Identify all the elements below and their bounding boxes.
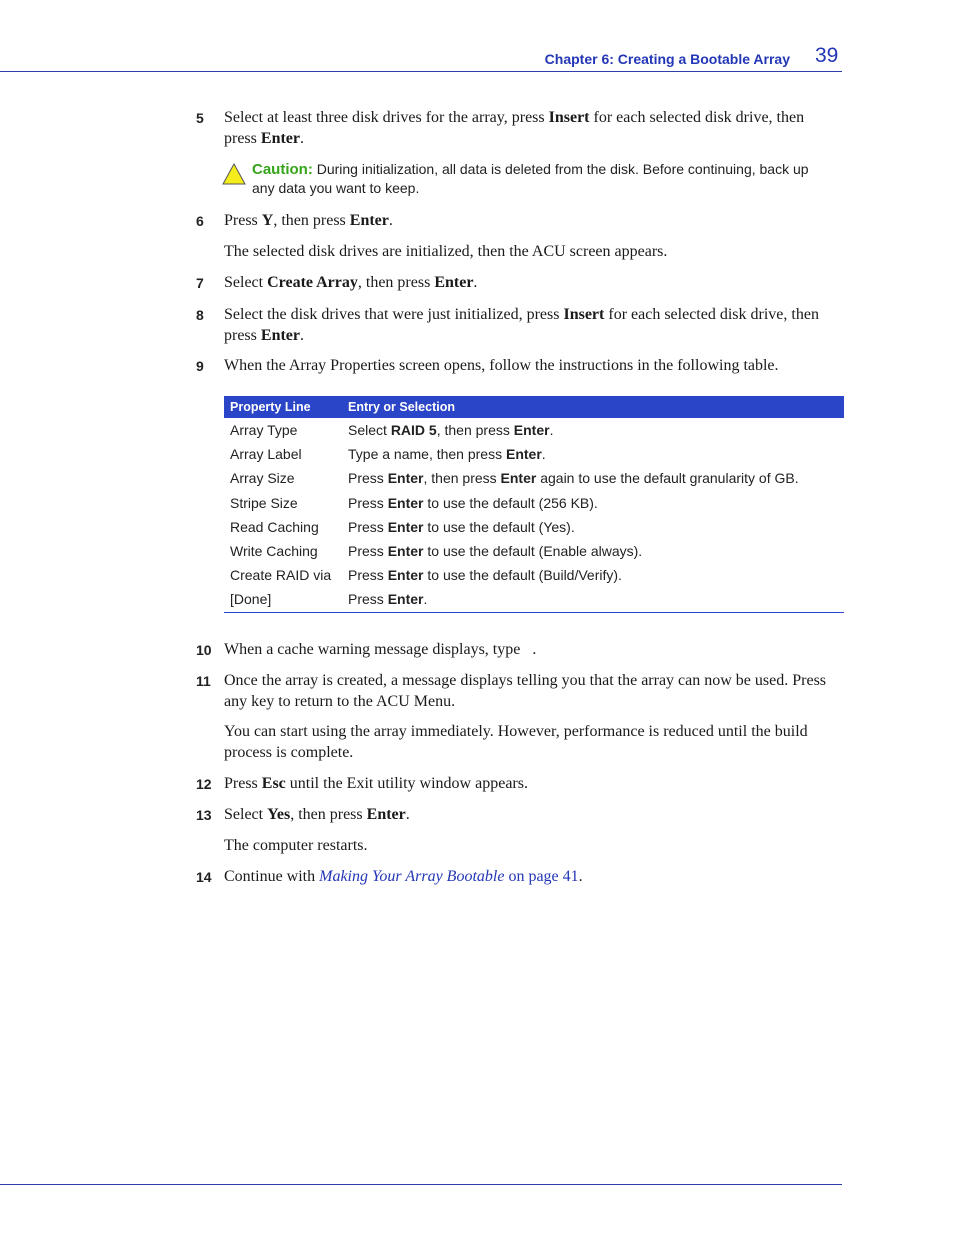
property-cell: [Done] bbox=[224, 587, 342, 612]
entry-cell: Press Enter to use the default (Build/Verify). bbox=[348, 567, 622, 584]
table-row bbox=[224, 587, 844, 612]
table-row bbox=[224, 515, 844, 539]
cross-reference-link[interactable]: Making Your Array Bootable on page 41 bbox=[319, 868, 579, 885]
property-cell: Read Caching bbox=[230, 518, 319, 535]
step-9 bbox=[196, 355, 836, 376]
step-12 bbox=[196, 773, 836, 794]
step-number: 9 bbox=[196, 358, 204, 374]
entry-cell: Press Enter to use the default (Enable always). bbox=[348, 543, 643, 560]
step-13 bbox=[196, 804, 836, 825]
column-header: Entry or Selection bbox=[342, 396, 844, 418]
step-5 bbox=[196, 107, 836, 149]
step-text: Select Create Array, then press Enter. bbox=[224, 274, 478, 291]
entry-cell: Press Enter to use the default (Yes). bbox=[348, 518, 575, 535]
footer-rule bbox=[0, 1184, 842, 1185]
step-text: Once the array is created, a message displays telling you that the array can now be used. Press any key to return to the ACU Menu. bbox=[224, 672, 827, 710]
page-header bbox=[0, 0, 954, 72]
step-number: 13 bbox=[196, 807, 212, 823]
step-text: Press Esc until the Exit utility window appears. bbox=[224, 775, 528, 792]
step-number: 5 bbox=[196, 110, 204, 126]
step-11-note: You can start using the array immediately. However, performance is reduced until the build process is complete. bbox=[224, 723, 808, 761]
property-cell: Array Size bbox=[230, 470, 295, 487]
step-13-note: The computer restarts. bbox=[224, 837, 368, 854]
step-number: 14 bbox=[196, 869, 212, 885]
table-row bbox=[224, 539, 844, 563]
caution-triangle-icon bbox=[222, 163, 246, 185]
caution-text: Caution: During initialization, all data is deleted from the disk. Before continuing, back up any data you want to keep. bbox=[252, 161, 809, 196]
header-rule bbox=[0, 71, 842, 72]
property-cell: Array Label bbox=[230, 446, 302, 463]
entry-cell: Press Enter. bbox=[342, 587, 844, 612]
entry-cell: Press Enter to use the default (256 KB). bbox=[348, 494, 598, 511]
table-row bbox=[224, 466, 844, 490]
property-cell: Write Caching bbox=[230, 543, 318, 560]
step-text: When a cache warning message displays, type . bbox=[224, 641, 537, 658]
property-cell: Array Type bbox=[230, 422, 298, 439]
property-cell: Create RAID via bbox=[230, 567, 332, 584]
step-8 bbox=[196, 304, 836, 346]
step-6 bbox=[196, 210, 836, 231]
step-text: Select the disk drives that were just initialized, press Insert for each selected disk drive, then press Enter. bbox=[224, 306, 819, 344]
entry-cell: Press Enter, then press Enter again to use the default granularity of GB. bbox=[348, 470, 799, 487]
table-header-row bbox=[224, 396, 844, 418]
step-text: Select at least three disk drives for the array, press Insert for each selected disk drive, then press Enter. bbox=[224, 109, 805, 147]
step-text: Continue with Making Your Array Bootable on page 41. bbox=[224, 868, 583, 885]
table-row bbox=[224, 418, 844, 442]
step-number: 7 bbox=[196, 275, 204, 291]
page-number: 39 bbox=[815, 44, 839, 67]
step-number: 11 bbox=[196, 673, 211, 689]
step-11 bbox=[196, 670, 836, 712]
array-properties-table bbox=[224, 396, 844, 613]
step-7 bbox=[196, 272, 836, 293]
entry-cell: Type a name, then press Enter. bbox=[348, 446, 546, 463]
step-text: Press Y, then press Enter. bbox=[224, 212, 393, 229]
step-number: 12 bbox=[196, 776, 212, 792]
step-text: When the Array Properties screen opens, follow the instructions in the following table. bbox=[224, 357, 779, 374]
step-number: 10 bbox=[196, 642, 212, 658]
chapter-title: Chapter 6: Creating a Bootable Array bbox=[544, 51, 790, 67]
property-cell: Stripe Size bbox=[230, 494, 298, 511]
step-14 bbox=[196, 866, 836, 887]
step-text: Select Yes, then press Enter. bbox=[224, 806, 410, 823]
column-header: Property Line bbox=[224, 396, 342, 418]
table-row bbox=[224, 442, 844, 466]
entry-cell: Select RAID 5, then press Enter. bbox=[348, 422, 554, 439]
table-row bbox=[224, 563, 844, 587]
table-row bbox=[224, 491, 844, 515]
caution-note bbox=[222, 160, 822, 198]
step-6-note: The selected disk drives are initialized, then the ACU screen appears. bbox=[224, 243, 668, 260]
step-10 bbox=[196, 639, 836, 660]
step-number: 6 bbox=[196, 213, 204, 229]
step-number: 8 bbox=[196, 307, 204, 323]
